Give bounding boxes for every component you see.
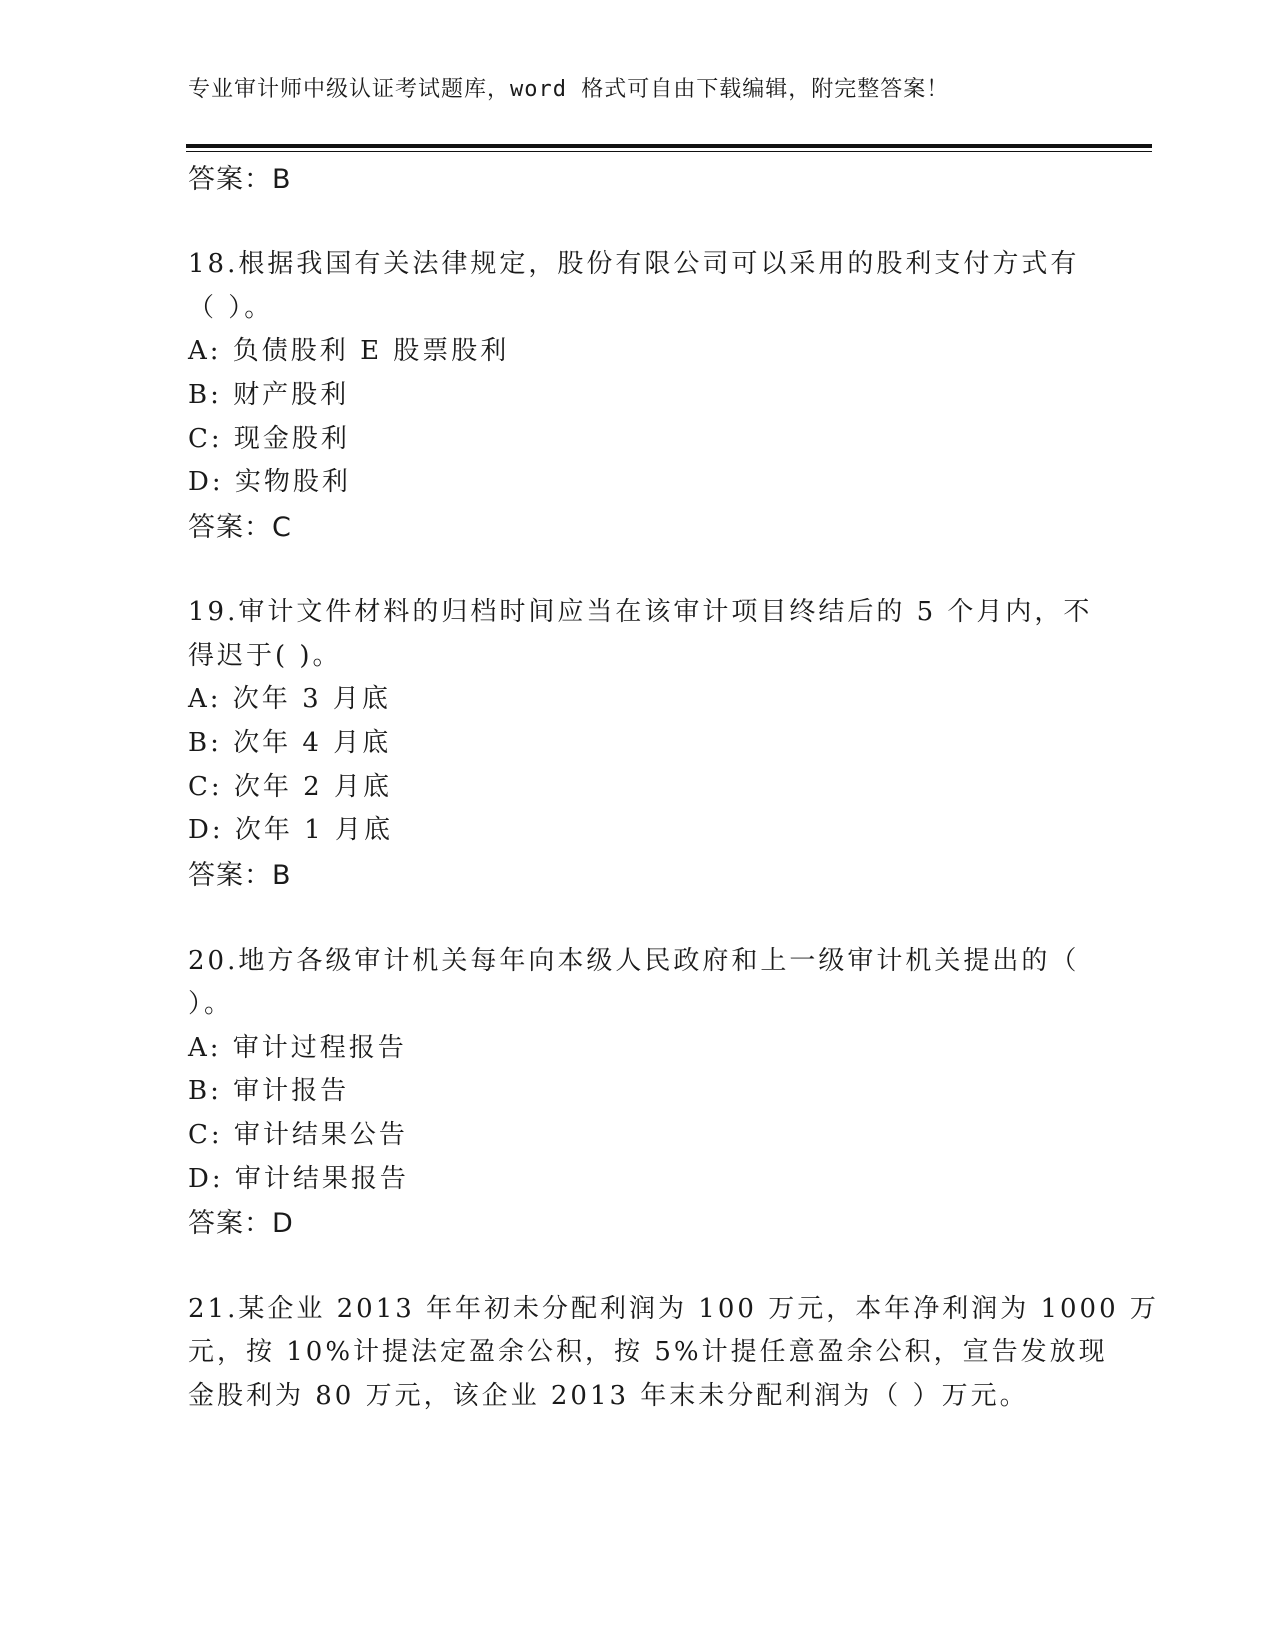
- question-19-option-d: D: 次年 1 月底: [188, 815, 393, 845]
- question-19-option-a: A: 次年 3 月底: [188, 684, 391, 714]
- question-18-option-c: C: 现金股利: [188, 424, 350, 454]
- question-20-option-c: C: 审计结果公告: [188, 1120, 408, 1150]
- page-header: 专业审计师中级认证考试题库，word 格式可自由下载编辑，附完整答案！: [188, 77, 950, 102]
- question-18-stem-line-1: 18.根据我国有关法律规定，股份有限公司可以采用的股利支付方式有: [188, 249, 1080, 279]
- question-18-answer: 答案：C: [188, 512, 292, 543]
- question-18-option-d: D: 实物股利: [188, 467, 351, 497]
- previous-answer: 答案：B: [188, 164, 292, 195]
- question-18-stem-line-2: （ ）。: [188, 293, 274, 323]
- question-21-stem-line-2: 元，按 10%计提法定盈余公积，按 5%计提任意盈余公积，宣告发放现: [188, 1337, 1108, 1367]
- question-20-option-a: A: 审计过程报告: [188, 1033, 407, 1063]
- question-19-option-c: C: 次年 2 月底: [188, 772, 392, 802]
- question-19-answer: 答案：B: [188, 860, 292, 891]
- question-20-option-d: D: 审计结果报告: [188, 1164, 409, 1194]
- question-20-option-b: B: 审计报告: [188, 1076, 350, 1106]
- question-19-stem-line-2: 得迟于( )。: [188, 641, 342, 671]
- question-21-stem-line-1: 21.某企业 2013 年年初未分配利润为 100 万元，本年净利润为 1000 万: [188, 1294, 1159, 1324]
- question-18-option-a: A: 负债股利 E 股票股利: [188, 336, 510, 366]
- question-20-answer: 答案：D: [188, 1208, 294, 1239]
- question-19-option-b: B: 次年 4 月底: [188, 728, 392, 758]
- header-rule-thick: [186, 144, 1152, 148]
- question-20-stem-line-1: 20.地方各级审计机关每年向本级人民政府和上一级审计机关提出的（: [188, 946, 1080, 976]
- header-rule-thin: [186, 151, 1152, 152]
- question-20-stem-line-2: ）。: [188, 989, 234, 1019]
- question-21-stem-line-3: 金股利为 80 万元，该企业 2013 年末未分配利润为（ ）万元。: [188, 1381, 1029, 1411]
- question-18-option-b: B: 财产股利: [188, 380, 350, 410]
- question-19-stem-line-1: 19.审计文件材料的归档时间应当在该审计项目终结后的 5 个月内，不: [188, 597, 1093, 627]
